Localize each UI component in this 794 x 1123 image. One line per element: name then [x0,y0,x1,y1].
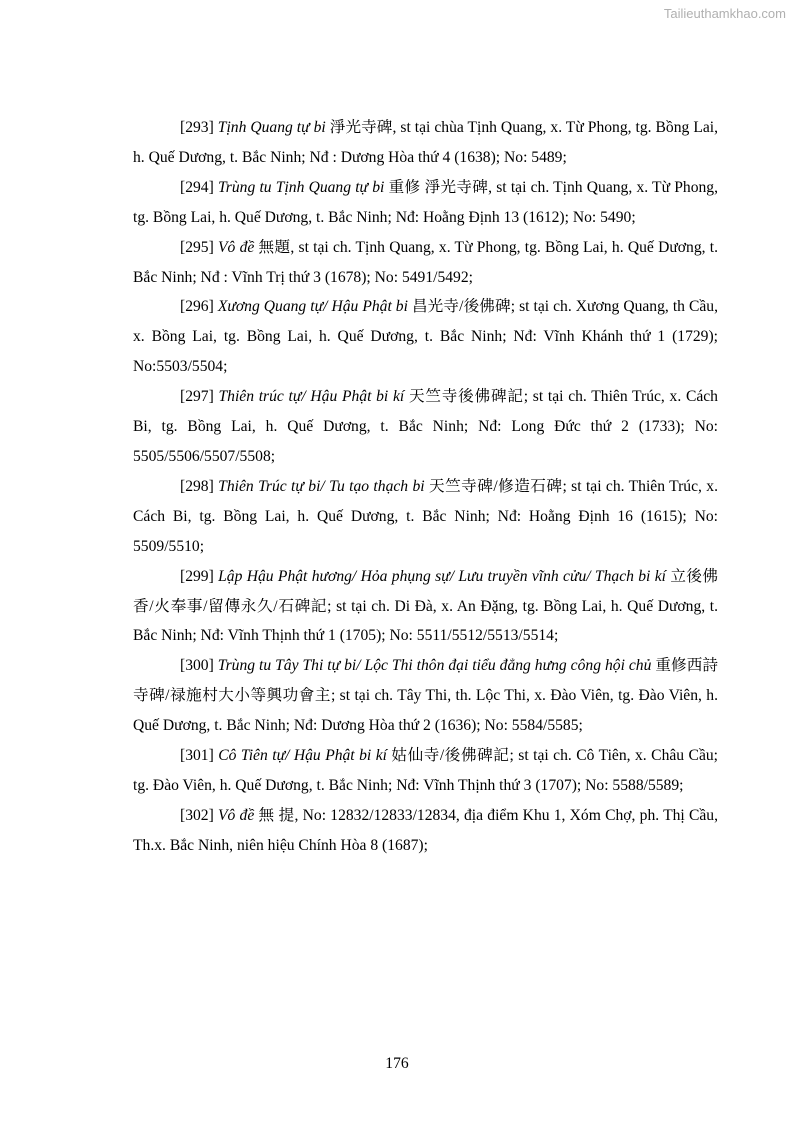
entry-number: [297] [180,388,219,406]
entry-title: Lập Hậu Phật hương/ Hỏa phụng sự/ Lưu truyền vĩnh cửu/ Thạch bi kí [218,567,666,585]
entry-title: Xương Quang tự/ Hậu Phật bi [217,298,408,316]
entry-297 [133,382,718,472]
entry-details: 重修西詩寺碑/禄施村大小等興功會主; st tại ch. Tây Thi, th. Lộc Thi, x. Đào Viên, tg. Đào Viên, h. Quế Dương, t. Bắc Ninh; Nđ: Dương Hòa thứ 2 (1636); No: 5584/5585; [133,657,718,735]
entry-number: [302] [180,806,218,824]
entry-details: 無題, st tại ch. Tịnh Quang, x. Từ Phong, tg. Bồng Lai, h. Quế Dương, t. Bắc Ninh; Nđ : Vĩnh Trị thứ 3 (1678); No: 5491/5492; [133,238,718,286]
entry-title: Trùng tu Tịnh Quang tự bi [217,178,385,196]
entry-title: Thiên trúc tự/ Hậu Phật bi kí [218,388,405,406]
entry-details: 姑仙寺/後佛碑記; st tại ch. Cô Tiên, x. Châu Cầu; tg. Đào Viên, h. Quế Dương, t. Bắc Ninh; Nđ: Vĩnh Thịnh thứ 3 (1707); No: 5588/5589; [133,747,719,794]
entry-299 [133,562,718,652]
entry-294 [133,173,718,233]
entry-title: Tịnh Quang tự bi [217,119,326,136]
entry-title: Vô đề [218,238,255,256]
entry-title: Vô đề [218,806,255,824]
entry-295 [133,233,718,293]
entry-number: [294] [180,178,218,196]
entry-number: [293] [180,119,218,136]
entry-300 [133,651,718,741]
entry-number: [299] [180,567,219,585]
entry-296 [133,292,718,382]
entry-details: 天竺寺碑/修造石碑; st tại ch. Thiên Trúc, x. Cách Bi, tg. Bồng Lai, h. Quế Dương, t. Bắc Ninh; Nđ: Hoằng Định 16 (1615); No: 5509/5510; [133,477,718,555]
entry-details: 無 提, No: 12832/12833/12834, địa điểm Khu 1, Xóm Chợ, ph. Thị Cầu, Th.x. Bắc Ninh, niên hiệu Chính Hòa 8 (1687); [133,806,718,854]
entry-number: [295] [180,238,219,256]
entry-301 [133,741,718,801]
entry-title: Cô Tiên tự/ Hậu Phật bi kí [218,747,387,765]
document-body [133,113,718,861]
entry-number: [301] [180,747,219,765]
entry-302 [133,801,718,861]
entry-details: 昌光寺/後佛碑; st tại ch. Xương Quang, th Cầu, x. Bồng Lai, tg. Bồng Lai, h. Quế Dương, t. Bắc Ninh; Nđ: Vĩnh Khánh thứ 1 (1729); No:5503/5504; [133,298,718,376]
entry-details: 立後佛香/火奉事/留傳永久/石碑記; st tại ch. Di Đà, x. An Đặng, tg. Bồng Lai, h. Quế Dương, t. Bắc Ninh; Nđ: Vĩnh Thịnh thứ 1 (1705); No: 5511/5512/5513/5514; [133,567,718,645]
entry-details: 淨光寺碑, st tại chùa Tịnh Quang, x. Từ Phong, tg. Bồng Lai, h. Quế Dương, t. Bắc Ninh; Nđ : Dương Hòa thứ 4 (1638); No: 5489; [133,119,718,166]
page-number: 176 [385,1055,409,1072]
entry-title: Thiên Trúc tự bi/ Tu tạo thạch bi [218,477,425,495]
watermark-text: Tailieuthamkhao.com [663,6,786,21]
entry-293 [133,113,718,173]
entry-number: [300] [180,657,218,675]
entry-title: Trùng tu Tây Thi tự bi/ Lộc Thi thôn đại tiểu đẳng hưng công hội chủ [217,657,652,675]
entry-details: 重修 淨光寺碑, st tại ch. Tịnh Quang, x. Từ Phong, tg. Bồng Lai, h. Quế Dương, t. Bắc Ninh; Nđ: Hoằng Định 13 (1612); No: 5490; [133,178,718,226]
entry-details: 天竺寺後佛碑記; st tại ch. Thiên Trúc, x. Cách Bi, tg. Bồng Lai, h. Quế Dương, t. Bắc Ninh; Nđ: Long Đức thứ 2 (1733); No: 5505/5506/5507/5508; [133,388,718,465]
entry-number: [298] [180,477,219,495]
entry-number: [296] [180,298,218,316]
entry-298 [133,472,718,562]
